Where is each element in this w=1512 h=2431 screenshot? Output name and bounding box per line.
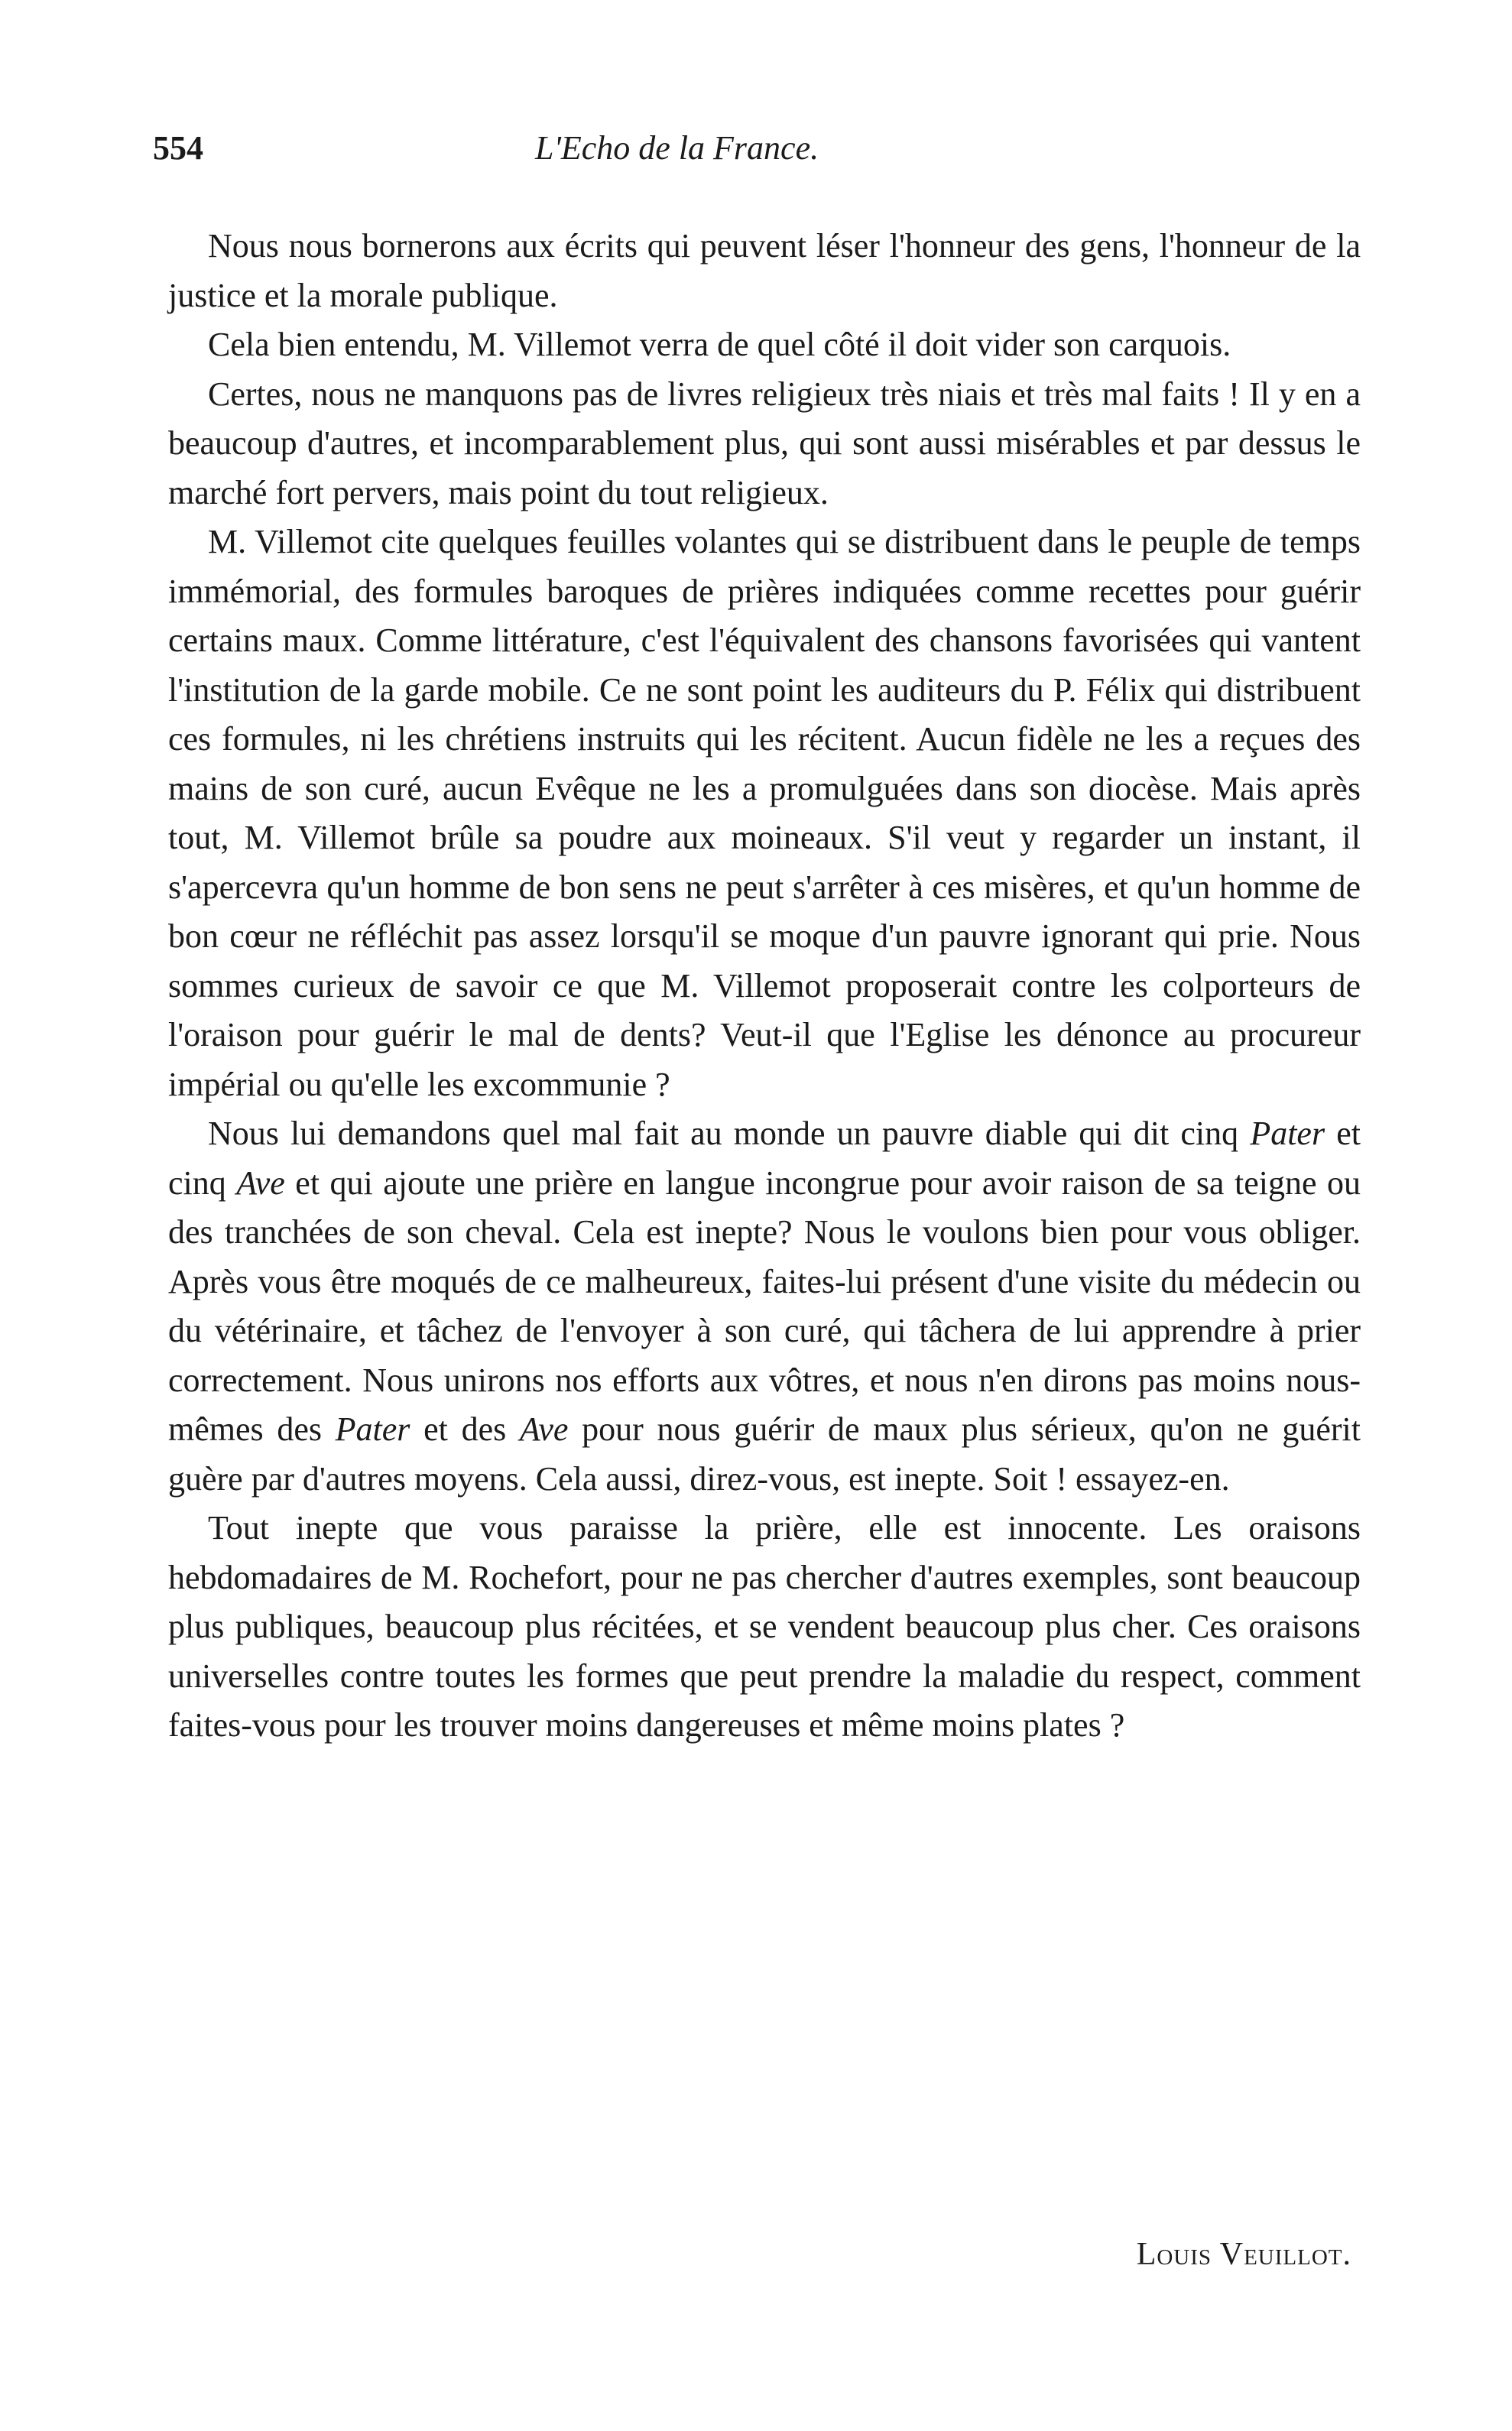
paragraph-text: Cela bien entendu, M. Villemot verra de quel côté il doit vider son carquois. — [208, 326, 1231, 363]
paragraph — [168, 1109, 1361, 1504]
italic-word: Ave — [236, 1164, 285, 1202]
paragraph — [168, 518, 1361, 1109]
paragraph-text: et cinq — [168, 1115, 1361, 1202]
paragraph — [168, 222, 1361, 320]
paragraph-text: Certes, nous ne manquons pas de livres religieux très niais et très mal faits ! Il y en a beaucoup d'autres, et incomparablement plus, qui sont aussi misérables et par dessus le marché fort pervers, mais point du tout religieux. — [168, 375, 1361, 511]
paragraph — [168, 370, 1361, 518]
running-head — [153, 128, 1361, 190]
paragraph — [168, 320, 1361, 370]
article-body — [168, 222, 1361, 1751]
italic-word: Ave — [519, 1410, 569, 1448]
paragraph-text: M. Villemot cite quelques feuilles volantes qui se distribuent dans le peuple de temps immémorial, des formules baroques de prières indiquées comme recettes pour guérir certains maux. Comme littérature, c'est l'équivalent des chansons favorisées qui vantent l'institution de la garde mobile. Ce ne sont point les auditeurs du P. Félix qui distribuent ces formules, ni les chrétiens instruits qui les récitent. Aucun fidèle ne les a reçues des mains de son curé, aucun Evêque ne les a promulguées dans son diocèse. Mais après tout, M. Villemot brûle sa poudre aux moineaux. S'il veut y regarder un instant, il s'apercevra qu'un homme de bon sens ne peut s'arrêter à ces misères, et qu'un homme de bon cœur ne réfléchit pas assez lorsqu'il se moque d'un pauvre ignorant qui prie. Nous sommes curieux de savoir ce que M. Villemot proposerait contre les colporteurs de l'oraison pour guérir le mal de dents? Veut-il que l'Eglise les dénonce au procureur impérial ou qu'elle les excommunie ? — [168, 523, 1361, 1103]
paragraph-text: et des — [410, 1410, 520, 1448]
italic-word: Pater — [335, 1410, 410, 1448]
page-number: 554 — [153, 129, 203, 167]
author-signature: Louis Veuillot. — [1136, 2237, 1351, 2272]
paragraph-text: et qui ajoute une prière en langue incongrue pour avoir raison de sa teigne ou des tranchées de son cheval. Cela est inepte? Nous le voulons bien pour vous obliger. Après vous être moqués de ce malheureux, faites-lui présent d'une visite du médecin ou du vétérinaire, et tâchez de l'envoyer à son curé, qui tâchera de lui apprendre à prier correctement. Nous unirons nos efforts aux vôtres, et nous n'en dirons pas moins nous-mêmes des — [168, 1164, 1361, 1448]
journal-title: L'Echo de la France. — [535, 129, 819, 167]
italic-word: Pater — [1250, 1115, 1325, 1152]
paragraph-text: Nous lui demandons quel mal fait au monde un pauvre diable qui dit cinq — [208, 1115, 1251, 1152]
paragraph-text: pour nous guérir de maux plus sérieux, qu'on ne guérit guère par d'autres moyens. Cela aussi, direz-vous, est inepte. Soit ! essayez-en. — [168, 1410, 1361, 1498]
paragraph — [168, 1504, 1361, 1751]
paragraph-text: Nous nous bornerons aux écrits qui peuvent léser l'honneur des gens, l'honneur de la justice et la morale publique. — [168, 227, 1361, 314]
paragraph-text: Tout inepte que vous paraisse la prière, elle est innocente. Les oraisons hebdomadaires de M. Rochefort, pour ne pas chercher d'autres exemples, sont beaucoup plus publiques, beaucoup plus récitées, et se vendent beaucoup plus cher. Ces oraisons universelles contre toutes les formes que peut prendre la maladie du respect, comment faites-vous pour les trouver moins dangereuses et même moins plates ? — [168, 1509, 1361, 1744]
